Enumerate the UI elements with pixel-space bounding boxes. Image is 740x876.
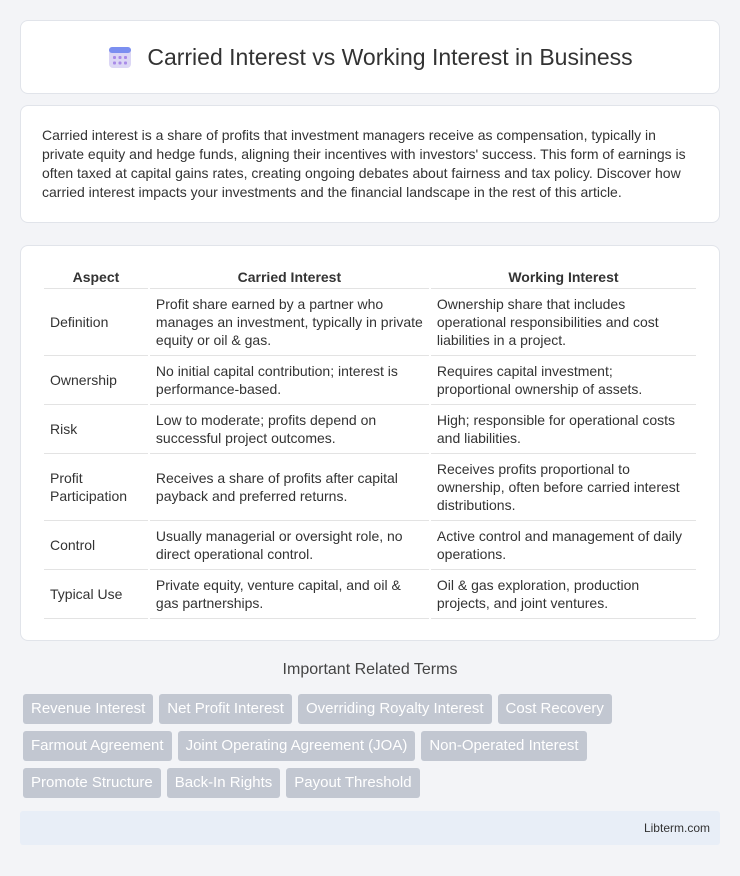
related-term-tag[interactable]: Payout Threshold	[286, 768, 419, 798]
related-terms-title: Important Related Terms	[282, 661, 458, 678]
column-header: Carried Interest	[150, 266, 429, 289]
related-term-tag[interactable]: Net Profit Interest	[159, 694, 292, 724]
carried-interest-cell: Low to moderate; profits depend on successful project outcomes.	[150, 405, 429, 454]
column-header: Aspect	[44, 266, 148, 289]
table-row	[44, 356, 696, 405]
related-term-tag[interactable]: Promote Structure	[23, 768, 161, 798]
comparison-card	[20, 245, 720, 641]
related-term-tag[interactable]: Back-In Rights	[167, 768, 281, 798]
working-interest-cell: Active control and management of daily operations.	[431, 521, 696, 570]
carried-interest-cell: Profit share earned by a partner who manages an investment, typically in private equity or oil & gas.	[150, 289, 429, 356]
footer-site-link[interactable]: Libterm.com	[643, 821, 710, 835]
aspect-cell: Ownership	[44, 356, 148, 405]
working-interest-cell: Receives profits proportional to ownership, often before carried interest distributions.	[431, 454, 696, 521]
intro-card	[20, 105, 720, 223]
carried-interest-cell: No initial capital contribution; interest is performance-based.	[150, 356, 429, 405]
calendar-icon	[107, 44, 133, 70]
intro-text: Carried interest is a share of profits that investment managers receive as compensation, typically in private equity and hedge funds, aligning their incentives with investors' success. This form of earnings is often taxed at capital gains rates, creating ongoing debates about fairness and tax policy. Discover how carried interest impacts your investments and the financial landscape in the rest of this article.	[42, 127, 686, 200]
aspect-cell: Control	[44, 521, 148, 570]
working-interest-cell: Ownership share that includes operational responsibilities and cost liabilities in a project.	[431, 289, 696, 356]
carried-interest-cell: Usually managerial or oversight role, no direct operational control.	[150, 521, 429, 570]
page-title: Carried Interest vs Working Interest in Business	[147, 43, 633, 70]
aspect-cell: Risk	[44, 405, 148, 454]
related-term-tag[interactable]: Joint Operating Agreement (JOA)	[178, 731, 416, 761]
comparison-table	[42, 266, 698, 619]
related-term-tag[interactable]: Cost Recovery	[498, 694, 612, 724]
tag-row	[23, 731, 723, 761]
tag-row	[23, 694, 723, 724]
related-term-tag[interactable]: Revenue Interest	[23, 694, 153, 724]
carried-interest-cell: Receives a share of profits after capital payback and preferred returns.	[150, 454, 429, 521]
aspect-cell: Typical Use	[44, 570, 148, 619]
related-term-tag[interactable]: Farmout Agreement	[23, 731, 172, 761]
table-row	[44, 521, 696, 570]
working-interest-cell: Oil & gas exploration, production projects, and joint ventures.	[431, 570, 696, 619]
table-row	[44, 570, 696, 619]
column-header: Working Interest	[431, 266, 696, 289]
related-terms	[23, 694, 723, 805]
aspect-cell: Definition	[44, 289, 148, 356]
tag-row	[23, 768, 723, 798]
table-row	[44, 289, 696, 356]
related-term-tag[interactable]: Non-Operated Interest	[421, 731, 586, 761]
footer	[20, 811, 720, 845]
title-card	[20, 20, 720, 94]
carried-interest-cell: Private equity, venture capital, and oil & gas partnerships.	[150, 570, 429, 619]
working-interest-cell: High; responsible for operational costs and liabilities.	[431, 405, 696, 454]
aspect-cell: Profit Participation	[44, 454, 148, 521]
related-term-tag[interactable]: Overriding Royalty Interest	[298, 694, 492, 724]
table-row	[44, 405, 696, 454]
table-row	[44, 454, 696, 521]
table-header-row	[44, 266, 696, 289]
working-interest-cell: Requires capital investment; proportional ownership of assets.	[431, 356, 696, 405]
